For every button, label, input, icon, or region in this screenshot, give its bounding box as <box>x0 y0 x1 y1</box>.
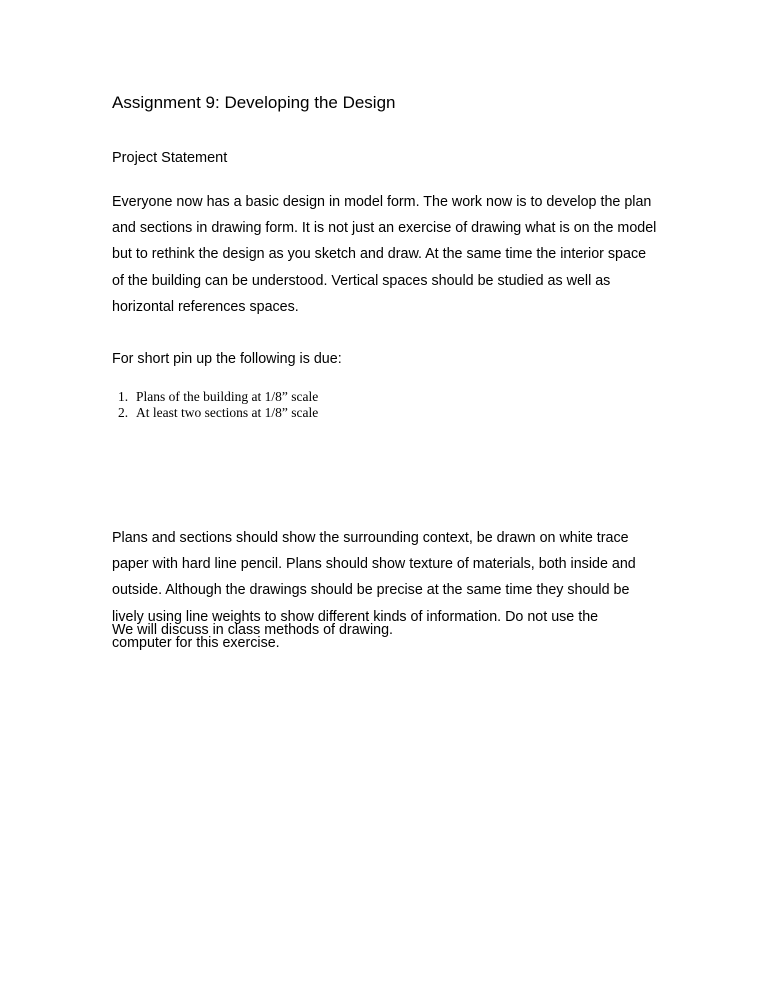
deliverables-list <box>112 389 318 421</box>
document-title: Assignment 9: Developing the Design <box>112 93 396 112</box>
requirements-paragraph: Plans and sections should show the surrounding context, be drawn on white trace paper with hard line pencil. Plans should show texture of materials, both inside and outside. Although the drawings should be precise at the same time they should be lively using line weights to show different kinds of information. Do not use the computer for this exercise. <box>112 530 636 651</box>
pin-up-paragraph: For short pin up the following is due: <box>112 351 342 367</box>
list-item-number: 2. <box>118 405 129 420</box>
list-item-text: At least two sections at 1/8” scale <box>136 405 319 420</box>
list-item <box>112 389 318 405</box>
closing-paragraph: We will discuss in class methods of drawing. <box>112 622 394 638</box>
list-item-number: 1. <box>118 389 129 404</box>
list-item <box>112 405 318 421</box>
project-statement-heading: Project Statement <box>112 150 228 166</box>
list-item-text: Plans of the building at 1/8” scale <box>136 389 319 404</box>
intro-paragraph: Everyone now has a basic design in model form. The work now is to develop the plan and sections in drawing form. It is not just an exercise of drawing what is on the model but to rethink the design as you sketch and draw. At the same time the interior space of the building can be understood. Vertical spaces should be studied as well as horizontal references spaces. <box>112 194 657 315</box>
